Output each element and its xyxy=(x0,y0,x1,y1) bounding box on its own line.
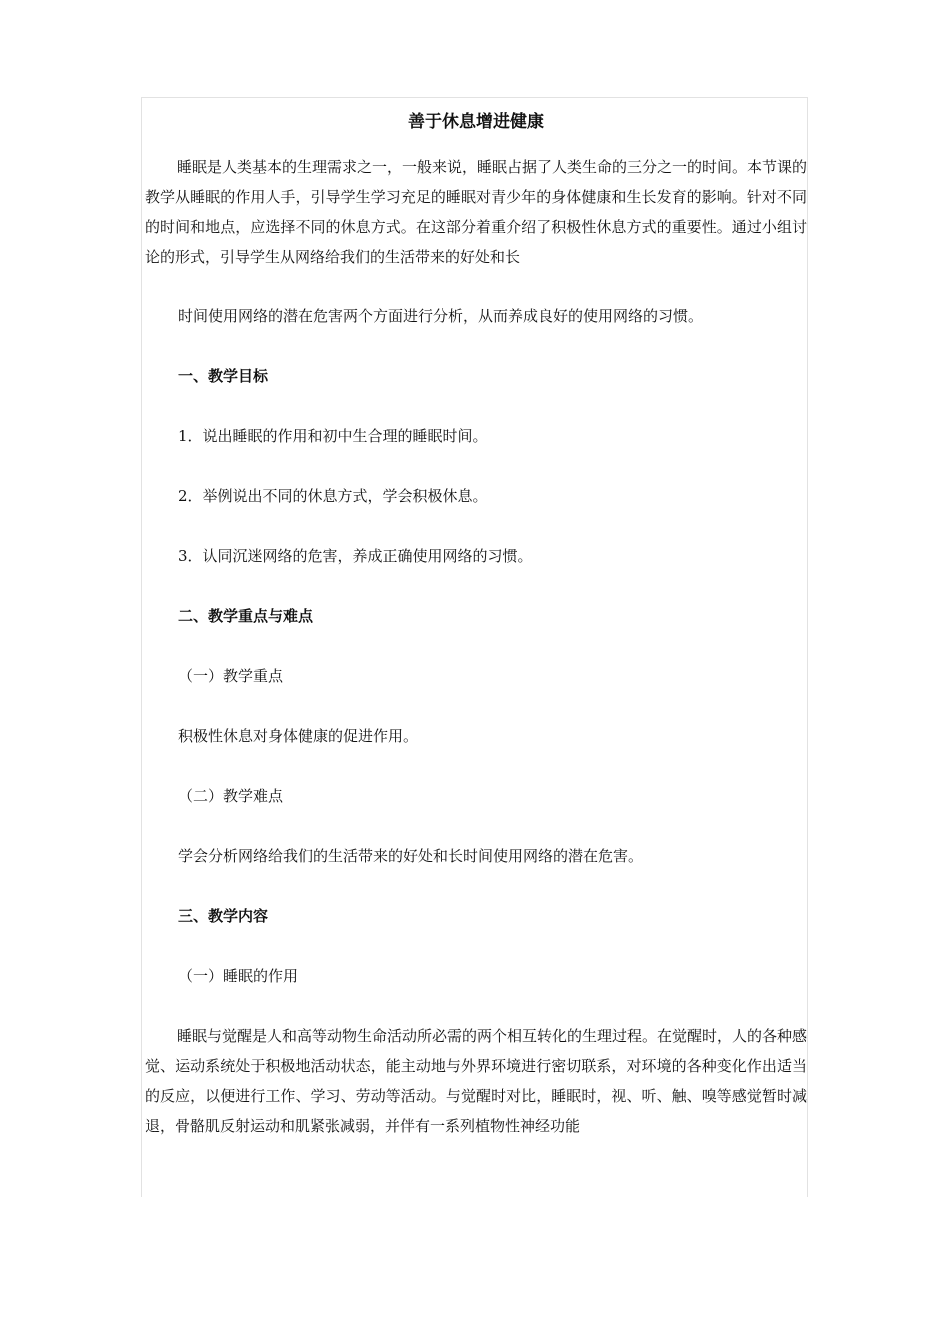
intro-paragraph: 睡眠是人类基本的生理需求之一，一般来说，睡眠占据了人类生命的三分之一的时间。本节课的教学从睡眠的作用人手，引导学生学习充足的睡眠对青少年的身体健康和生长发育的影响。针对不同的时间和地点，应选择不同的休息方式。在这部分着重介绍了积极性休息方式的重要性。通过小组讨论的形式，引导学生从网络给我们的生活带来的好处和长 xyxy=(145,158,808,266)
spacer xyxy=(145,451,807,481)
section-heading-content: 三、教学内容 xyxy=(178,907,269,925)
intro-continuation: 时间使用网络的潜在危害两个方面进行分析，从而养成良好的使用网络的习惯。 xyxy=(178,307,704,325)
objective-item: 3．认同沉迷网络的危害，养成正确使用网络的习惯。 xyxy=(178,547,533,565)
spacer xyxy=(145,631,807,661)
subheading-key-point: （一）教学重点 xyxy=(178,667,284,685)
spacer xyxy=(145,272,807,301)
sleep-paragraph: 睡眠与觉醒是人和高等动物生命活动所必需的两个相互转化的生理过程。在觉醒时，人的各种感觉、运动系统处于积极地活动状态，能主动地与外界环境进行密切联系，对环境的各种变化作出适当的反应，以便进行工作、学习、劳动等活动。与觉醒时对比，睡眠时，视、听、触、嗅等感觉暂时减退，骨骼肌反射运动和肌紧张减弱，并伴有一系列植物性神经功能 xyxy=(145,1027,808,1135)
section-heading-key-points: 二、教学重点与难点 xyxy=(178,607,314,625)
document-title: 善于休息增进健康 xyxy=(408,112,544,132)
spacer xyxy=(145,811,807,841)
spacer xyxy=(145,511,807,541)
spacer xyxy=(145,931,807,961)
document-body xyxy=(145,108,807,1141)
spacer xyxy=(145,571,807,601)
spacer xyxy=(145,871,807,901)
subheading-difficulty: （二）教学难点 xyxy=(178,787,284,805)
subheading-sleep-function: （一）睡眠的作用 xyxy=(178,967,299,985)
spacer xyxy=(145,751,807,781)
spacer xyxy=(145,691,807,721)
spacer xyxy=(145,391,807,421)
spacer xyxy=(145,331,807,361)
difficulty-text: 学会分析网络给我们的生活带来的好处和长时间使用网络的潜在危害。 xyxy=(178,847,644,865)
key-point-text: 积极性休息对身体健康的促进作用。 xyxy=(178,727,419,745)
spacer xyxy=(145,991,807,1021)
objective-item: 2．举例说出不同的休息方式，学会积极休息。 xyxy=(178,487,488,505)
section-heading-objectives: 一、教学目标 xyxy=(178,367,269,385)
objective-item: 1．说出睡眠的作用和初中生合理的睡眠时间。 xyxy=(178,427,488,445)
